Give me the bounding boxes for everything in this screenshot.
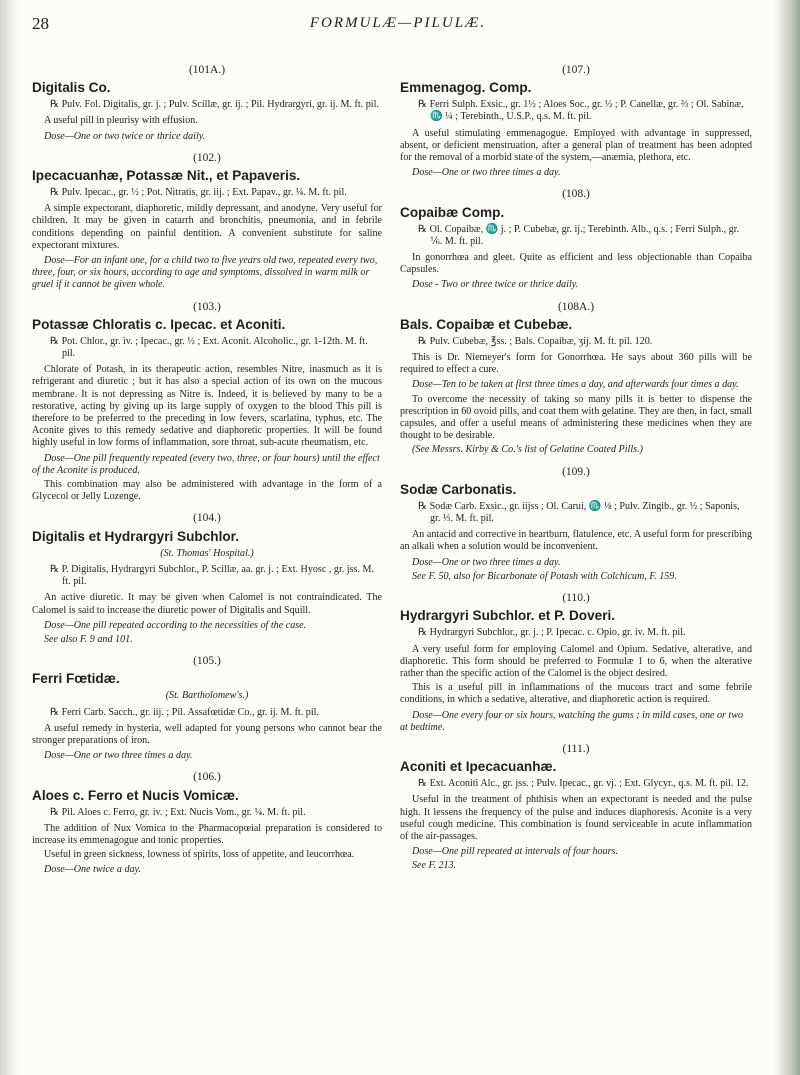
formula-title: Potassæ Chloratis c. Ipecac. et Aconiti. <box>32 316 286 332</box>
formula-102 <box>32 152 382 292</box>
recipe: ℞ Ol. Copaibæ, ♏ j. ; P. Cubebæ, gr. ij.; Terebinth. Alb., q.s. ; Ferri Sulph., gr. ⅙. M. ft. pil. <box>418 223 740 247</box>
formula-number: (111.) <box>562 742 590 755</box>
formula-107 <box>400 64 752 179</box>
formula-number: (107.) <box>562 64 590 76</box>
page-right-edge <box>774 0 800 1075</box>
recipe: ℞ Ferri Carb. Sacch., gr. iij. ; Pil. Assafœtidæ Co., gr. ij. M. ft. pil. <box>50 706 319 718</box>
formula-number: (108A.) <box>557 300 595 313</box>
formula-103 <box>32 301 382 504</box>
dose: Dose—One or two three times a day. <box>412 167 561 179</box>
paragraph: In gonorrhœa and gleet. Quite as efficient and less objectionable than Copaiba Capsules. <box>400 252 752 276</box>
left-column <box>32 64 382 886</box>
paragraph: A simple expectorant, diaphoretic, mildly depressant, and anodyne. Very useful for children. It may be given in catarrh and bronchitis, pneumonia, and in febrile conditions depending on painful dentition. A convenient substitute for saline expectorant mixtures. <box>32 203 382 251</box>
dose: Dose—One or two twice or thrice daily. <box>44 130 206 142</box>
formula-number: (105.) <box>193 655 221 668</box>
formula-title: Ferri Fœtidæ. <box>32 671 120 687</box>
paragraph: This is Dr. Niemeyer's form for Gonorrhœa. He says about 360 pills will be required to effect a cure. <box>400 352 752 376</box>
formula-110 <box>400 592 752 734</box>
recipe: ℞ Ferri Sulph. Exsic., gr. 1½ ; Aloes Soc., gr. ½ ; P. Canellæ, gr. ⅔ ; Ol. Sabinæ, ♏ ¼ ; Terebinth., U.S.P., q.s. M. ft. pil. <box>418 99 744 123</box>
formula-109 <box>400 466 752 583</box>
recipe: ℞ Pil. Aloes c. Ferro, gr. iv. ; Ext. Nucis Vom., gr. ¼. M. ft. pil. <box>50 806 306 818</box>
recipe: ℞ Hydrargyri Subchlor., gr. j. ; P. Ipecac. c. Opio, gr. iv. M. ft. pil. <box>418 627 686 639</box>
formula-number: (104.) <box>193 512 221 525</box>
dose: Dose—One twice a day. <box>44 864 141 876</box>
dose: Dose—For an infant one, for a child two to five years old two, repeated every two, three, four, or six hours, according to age and symptoms, dissolved in warm milk or gruel if it cannot be given whole. <box>32 255 378 291</box>
recipe: ℞ Sodæ Carb. Exsic., gr. iijss ; Ol. Carui, ♏ ⅛ ; Pulv. Zingib., gr. ½ ; Saponis, gr. ⅓. M. ft. pil. <box>418 500 740 525</box>
paragraph: A useful pill in pleurisy with effusion. <box>44 115 198 127</box>
formula-title: Bals. Copaibæ et Cubebæ. <box>400 316 573 332</box>
formula-title: Digitalis Co. <box>32 80 111 96</box>
running-title: FORMULÆ—PILULÆ. <box>309 15 487 31</box>
paragraph: Useful in the treatment of phthisis when an expectorant is needed and the pulse high. It lessens the frequency of the pulse and induces diaphoresis. Aconite is a very useful cough medicine. This combination is found serviceable in acute inflammation of the air-passages. <box>400 794 752 842</box>
recipe: ℞ Pulv. Cubebæ, ℥ss. ; Bals. Copaibæ, ʒij. M. ft. pil. 120. <box>418 335 653 347</box>
formula-title: Aconiti et Ipecacuanhæ. <box>400 759 557 775</box>
formula-number: (109.) <box>562 465 590 478</box>
cross-reference: See also F. 9 and 101. <box>44 633 133 645</box>
formula-101a <box>32 64 382 143</box>
recipe: ℞ Pulv. Ipecac., gr. ½ ; Pot. Nitratis, gr. iij. ; Ext. Papav., gr. ¼. M. ft. pil. <box>50 187 347 199</box>
formula-106 <box>32 771 382 876</box>
formula-title: Sodæ Carbonatis. <box>400 481 517 497</box>
recipe: ℞ Pulv. Fol. Digitalis, gr. j. ; Pulv. Scillæ, gr. ij. ; Pil. Hydrargyri, gr. ij. M. ft. pil. <box>50 99 379 111</box>
formula-104 <box>32 512 382 646</box>
dose: Dose—One pill frequently repeated (every two, three, or four hours) until the effect of the Aconite is produced. <box>32 452 380 476</box>
dose: Dose—One every four or six hours, watching the gums ; in mild cases, one or two at bedtime. <box>400 709 744 733</box>
cross-reference: See F. 213. <box>412 860 457 872</box>
recipe: ℞ P. Digitalis, Hydrargyri Subchlor., P. Scillæ, aa. gr. j. ; Ext. Hyosc , gr. jss. M. ft. pil. <box>50 563 375 588</box>
dose: Dose—One or two three times a day. <box>44 750 193 762</box>
formula-108 <box>400 188 752 291</box>
formula-source: (St. Thomas' Hospital.) <box>160 547 254 559</box>
formula-title: Emmenagog. Comp. <box>400 80 532 96</box>
dose: Dose—One pill repeated at intervals of four hours. <box>412 846 618 858</box>
formula-title: Digitalis et Hydrargyri Subchlor. <box>32 528 239 544</box>
paragraph: An antacid and corrective in heartburn, flatulence, etc. A useful form for prescribing an alkali when a solution would be inconvenient. <box>400 529 752 553</box>
formula-number: (108.) <box>562 188 590 201</box>
paragraph: Useful in green sickness, lowness of spirits, loss of appetite, and leucorrhœa. <box>44 849 355 861</box>
formula-108a <box>400 301 752 457</box>
dose: Dose—Ten to be taken at first three times a day, and afterwards four times a day. <box>412 379 739 391</box>
paragraph: The addition of Nux Vomica to the Pharmacopœial preparation is considered to increase its emmenagogue and tonic properties. <box>32 822 382 846</box>
formula-source: (St. Bartholomew's.) <box>165 690 249 702</box>
recipe: ℞ Pot. Chlor., gr. iv. ; Ipecac., gr. ½ ; Ext. Aconit. Alcoholic., gr. 1-12th. M. ft. pil. <box>50 335 368 360</box>
formula-title: Copaibæ Comp. <box>400 204 505 220</box>
formula-105 <box>32 655 382 762</box>
formula-number: (110.) <box>562 592 590 605</box>
formula-number: (101A.) <box>188 64 226 76</box>
formula-number: (106.) <box>193 771 221 784</box>
paragraph: An active diuretic. It may be given when Calomel is not contraindicated. The Calomel is said to increase the diuretic power of Digitalis and Squill. <box>32 592 382 616</box>
paragraph: This is a useful pill in inflammations of the mucous tract and some febrile conditions, in which a sedative, alterative, and diaphoretic action is required. <box>400 682 752 706</box>
paragraph: A useful remedy in hysteria, well adapted for young persons who cannot bear the stronger preparations of iron. <box>32 722 382 746</box>
page-left-shadow <box>0 0 18 1075</box>
note: This combination may also be administered with advantage in the form of a Glycecol or Jelly Lozenge. <box>32 479 382 503</box>
formula-number: (103.) <box>193 300 221 313</box>
paragraph: Chlorate of Potash, in its therapeutic action, resembles Nitre, inasmuch as it is refrigerant and diuretic ; but it has also a special action of its own on the mucous membrane. It is not depressing as Nitre is. Indeed, it is believed by many to be a restorative, acting by giving up its large supply of oxygen to the blood This pill is therefore to be preferred to the preceding in low fevers, scarlatina, typhus, etc. The Aconite gives to this remedy sedative and diaphoretic properties. It will be found highly useful in low forms of inflammation, sore throat, sub-acute rheumatism, etc. <box>32 364 382 449</box>
page-number: 28 <box>32 14 49 33</box>
formula-number: (102.) <box>193 151 221 164</box>
paragraph: A very useful form for employing Calomel and Opium. Sedative, alterative, and diaphoretic. This form should be preferred to Formulæ 1 to 6, when the alterative rather than the specific action of the Calomel is the object desired. <box>400 643 752 679</box>
dose: Dose—One pill repeated according to the necessities of the case. <box>44 619 307 631</box>
note: To overcome the necessity of taking so many pills it is better to dispense the prescription in 60 ovoid pills, and coat them with gelatine. They are then, in fact, small capsules, and offer a useful means of administering these medicines when they are thought to be desirable. <box>400 393 752 442</box>
paragraph: A useful stimulating emmenagogue. Employed with advantage in suppressed, absent, or deficient menstruation, after a general plan of treatment has been adopted for the removal of a morbid state of the system,—anæmia, plethora, etc. <box>400 127 752 164</box>
formula-111 <box>400 743 752 873</box>
dose: Dose—One or two three times a day. <box>412 556 561 568</box>
formula-title: Ipecacuanhæ, Potassæ Nit., et Papaveris. <box>32 168 301 184</box>
dose: Dose - Two or three twice or thrice daily. <box>412 279 579 291</box>
right-column <box>400 64 752 882</box>
cross-reference: See F. 50, also for Bicarbonate of Potash with Colchicum, F. 159. <box>412 570 677 582</box>
page-header <box>28 12 768 36</box>
recipe: ℞ Ext. Aconiti Alc., gr. jss. ; Pulv. Ipecac., gr. vj. ; Ext. Glycyr., q.s. M. ft. pil. 12. <box>418 778 749 790</box>
formula-title: Aloes c. Ferro et Nucis Vomicæ. <box>32 787 239 803</box>
cross-reference: (See Messrs. Kirby & Co.'s list of Gelatine Coated Pills.) <box>412 444 643 456</box>
formula-title: Hydrargyri Subchlor. et P. Doveri. <box>400 608 616 624</box>
